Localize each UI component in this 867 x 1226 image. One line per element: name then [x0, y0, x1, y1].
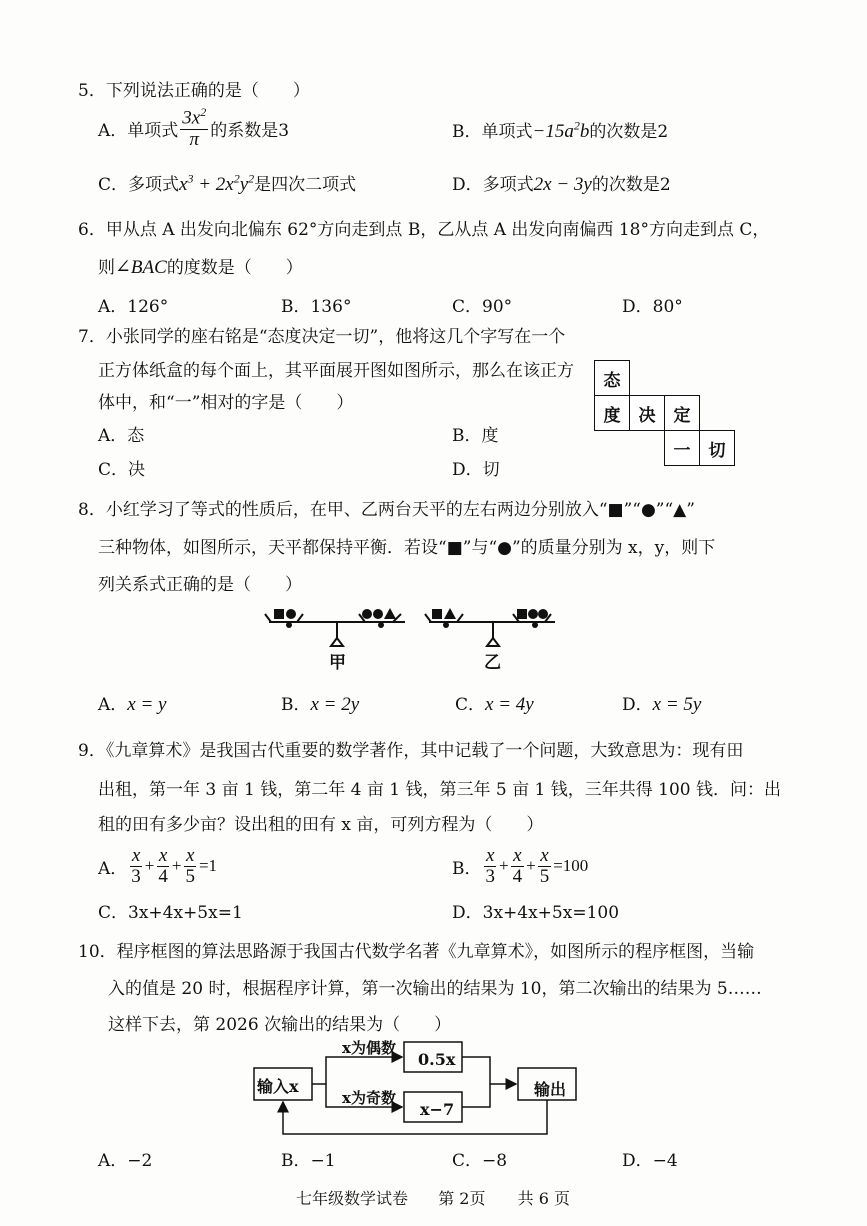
- balance-scales-figure: [255, 598, 585, 676]
- q8-line1: 8．小红学习了等式的性质后，在甲、乙两台天平的左右两边分别放入“■”“●”“▲”: [78, 500, 695, 520]
- q5-option-b: B．单项式$-15a^2b$的次数是2: [452, 118, 669, 142]
- cube-face-qie: 切: [699, 430, 735, 466]
- cube-face-ding: 定: [664, 395, 700, 431]
- q8-option-a: A．x = y: [98, 694, 167, 715]
- flow-odd-label: x为奇数: [342, 1089, 396, 1107]
- footer-total: 共 6 页: [517, 1189, 571, 1208]
- q6-option-a: A．126°: [98, 297, 169, 317]
- scale-label-yi: 乙: [484, 653, 501, 673]
- q5-a-fraction: $\frac{3x^2}{\pi}$: [182, 105, 207, 150]
- q10-option-a: A．−2: [98, 1151, 153, 1171]
- footer-page: 第 2页: [438, 1189, 486, 1208]
- q7-line2: 正方体纸盒的每个面上，其平面展开图如图所示，那么在该正方: [98, 361, 574, 381]
- q10-line3: 这样下去，第 2026 次输出的结果为（ ）: [108, 1015, 452, 1035]
- q6-line2: 则∠BAC的度数是（ ）: [98, 257, 303, 278]
- q7-option-d: D．切: [452, 460, 500, 480]
- q9-line2: 出租，第一年 3 亩 1 钱，第二年 4 亩 1 钱，第三年 5 亩 1 钱，三年共得 100 钱．问：出: [98, 780, 781, 800]
- cube-face-tai: 态: [594, 360, 630, 396]
- flow-input-box: 输入x: [257, 1077, 299, 1096]
- q5-option-c: C．多项式$x^3 + 2x^2y^2$是四次二项式: [98, 171, 357, 195]
- q9-line1: 9．《九章算术》是我国古代重要的数学著作，其中记载了一个问题，大致意思为：现有田: [78, 741, 744, 761]
- flow-odd-op: x−7: [420, 1100, 455, 1119]
- cube-face-yi: 一: [664, 430, 700, 466]
- q10-line2: 入的值是 20 时，根据程序计算，第一次输出的结果为 10，第二次输出的结果为 5……: [108, 979, 762, 999]
- q9-option-b: B． $\frac{x}{3}$ + $\frac{x}{4}$ + $\frac{x}{5}$ =100: [452, 844, 589, 887]
- q7-option-c: C．决: [98, 460, 146, 480]
- q6-option-d: D．80°: [622, 297, 683, 317]
- q10-option-c: C．−8: [452, 1151, 508, 1171]
- q10-option-b: B．−1: [281, 1151, 336, 1171]
- q10-option-d: D．−4: [622, 1151, 678, 1171]
- q6-option-b: B．136°: [281, 297, 352, 317]
- q5-stem: 5．下列说法正确的是（ ）: [78, 81, 310, 101]
- q6-option-c: C．90°: [452, 297, 513, 317]
- q8-option-c: C．x = 4y: [455, 694, 534, 715]
- q8-line2: 三种物体，如图所示，天平都保持平衡．若设“■”与“●”的质量分别为 x，y，则下: [98, 538, 716, 558]
- q8-option-d: D．x = 5y: [622, 694, 702, 715]
- footer-title: 七年级数学试卷: [296, 1189, 409, 1208]
- q5-a-pre: A．单项式: [98, 120, 179, 141]
- q7-option-a: A．态: [98, 426, 145, 446]
- q8-option-b: B．x = 2y: [281, 694, 360, 715]
- q9-line3: 租的田有多少亩？设出租的田有 x 亩，可列方程为（ ）: [98, 815, 544, 835]
- flow-even-label: x为偶数: [342, 1039, 396, 1057]
- flow-output-box: 输出: [534, 1080, 567, 1099]
- page-footer: [296, 1186, 570, 1209]
- q7-line1: 7．小张同学的座右铭是“态度决定一切”，他将这几个字写在一个: [78, 327, 566, 347]
- q5-a-post: 的系数是3: [210, 120, 290, 141]
- scale-label-jia: 甲: [329, 653, 346, 673]
- q7-line3: 体中，和“一”相对的字是（ ）: [98, 393, 354, 413]
- q9-option-a: A． $\frac{x}{3}$ + $\frac{x}{4}$ + $\frac{x}{5}$ =1: [98, 844, 218, 887]
- q9-option-c: C．3x+4x+5x=1: [98, 903, 243, 923]
- cube-face-jue: 决: [629, 395, 665, 431]
- q10-line1: 10．程序框图的算法思路源于我国古代数学名著《九章算术》，如图所示的程序框图，当输: [78, 942, 755, 962]
- q5-option-a: [98, 107, 289, 149]
- q9-option-d: D．3x+4x+5x=100: [452, 903, 620, 923]
- q7-option-b: B．度: [452, 426, 499, 446]
- flow-even-op: 0.5x: [418, 1050, 456, 1069]
- q5-option-d: D．多项式2x − 3y的次数是2: [452, 174, 671, 195]
- cube-face-du: 度: [594, 395, 630, 431]
- q6-line1: 6．甲从点 A 出发向北偏东 62°方向走到点 B，乙从点 A 出发向南偏西 18°方向走到点 C，: [78, 220, 770, 240]
- q8-line3: 列关系式正确的是（ ）: [98, 575, 302, 595]
